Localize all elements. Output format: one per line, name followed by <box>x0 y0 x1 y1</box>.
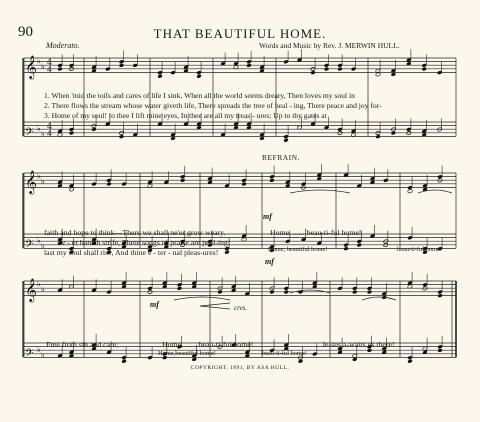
song-title: THAT BEAUTIFUL HOME. <box>153 26 327 41</box>
svg-text:♭: ♭ <box>41 62 45 71</box>
svg-text:𝄞: 𝄞 <box>25 169 37 194</box>
svg-text:♭: ♭ <box>37 345 41 355</box>
copyright: COPYRIGHT, 1891, BY ASA HULL. <box>190 365 290 371</box>
svg-text:♭: ♭ <box>41 350 45 360</box>
svg-text:4: 4 <box>47 122 53 132</box>
svg-text:4: 4 <box>47 65 53 75</box>
svg-text:4: 4 <box>47 129 53 139</box>
lyric-line-3: last my soul shall rise, And thine e - ter - nal pleas-ures! <box>44 248 219 257</box>
lyric-line-4-refrain: Home, ...... beau-ti-ful home! <box>162 340 254 349</box>
svg-text:𝄢: 𝄢 <box>25 238 34 254</box>
verse-line-3: 3. Home of my soul! to thee I lift mine eyes, In thee are all my treas - ures; Up to thy gates at <box>44 111 327 120</box>
cue-1: Home,beautiful home! <box>158 350 216 357</box>
lyric-line-4: Free from sin and care; <box>46 340 119 349</box>
lyric-line-1: faith and hope to think—There we shall ne'er grow weary. <box>44 228 226 237</box>
cue-2: beau-ti-ful home! <box>262 350 307 357</box>
svg-text:♭: ♭ <box>41 241 45 251</box>
svg-text:♭: ♭ <box>41 177 45 186</box>
dynamic-cres: cres. <box>234 304 248 312</box>
tempo-marking: Moderato. <box>46 41 80 50</box>
svg-text:𝄢: 𝄢 <box>25 347 34 363</box>
svg-text:𝄞: 𝄞 <box>25 277 37 302</box>
verse-line-1: 1. When 'mid the toils and cares of life I sink, When all the world seems dreary, Then loves my soul in <box>44 91 355 100</box>
lyric-line-1-refrain: Home, ...... beau-ti-ful home! <box>270 228 362 237</box>
svg-text:♭: ♭ <box>37 279 41 289</box>
refrain-label: REFRAIN. <box>262 153 300 162</box>
svg-text:♭: ♭ <box>37 236 41 246</box>
dynamic-mf: mf <box>263 212 272 221</box>
dynamic-mf: mf <box>265 257 274 266</box>
svg-text:𝄢: 𝄢 <box>25 126 34 142</box>
svg-text:𝄞: 𝄞 <box>25 54 37 79</box>
lyric-line-4-end: Je-sus a-waits us there! <box>322 340 395 349</box>
svg-text:♭: ♭ <box>37 56 41 66</box>
dynamic-mf: mf <box>150 300 159 309</box>
svg-text:♭: ♭ <box>41 129 45 139</box>
lyric-line-2: ev - er banish strife, There songs of praise are peal-ing! <box>58 238 231 247</box>
svg-text:♭: ♭ <box>37 171 41 181</box>
svg-text:♭: ♭ <box>37 124 41 134</box>
bass-cue-1: Home, beautiful home! <box>268 246 328 253</box>
svg-text:4: 4 <box>47 58 53 68</box>
svg-text:♭: ♭ <box>41 285 45 294</box>
author-credit: Words and Music by Rev. J. MERWIN HULL. <box>259 41 400 50</box>
bass-cue-2: beau-ti-ful home! <box>397 246 442 253</box>
verse-line-2: 2. There flows the stream whose water giveth life, There spreads the tree of heal - ing, There peace and joy for- <box>44 101 382 110</box>
page-number: 90 <box>18 24 33 40</box>
